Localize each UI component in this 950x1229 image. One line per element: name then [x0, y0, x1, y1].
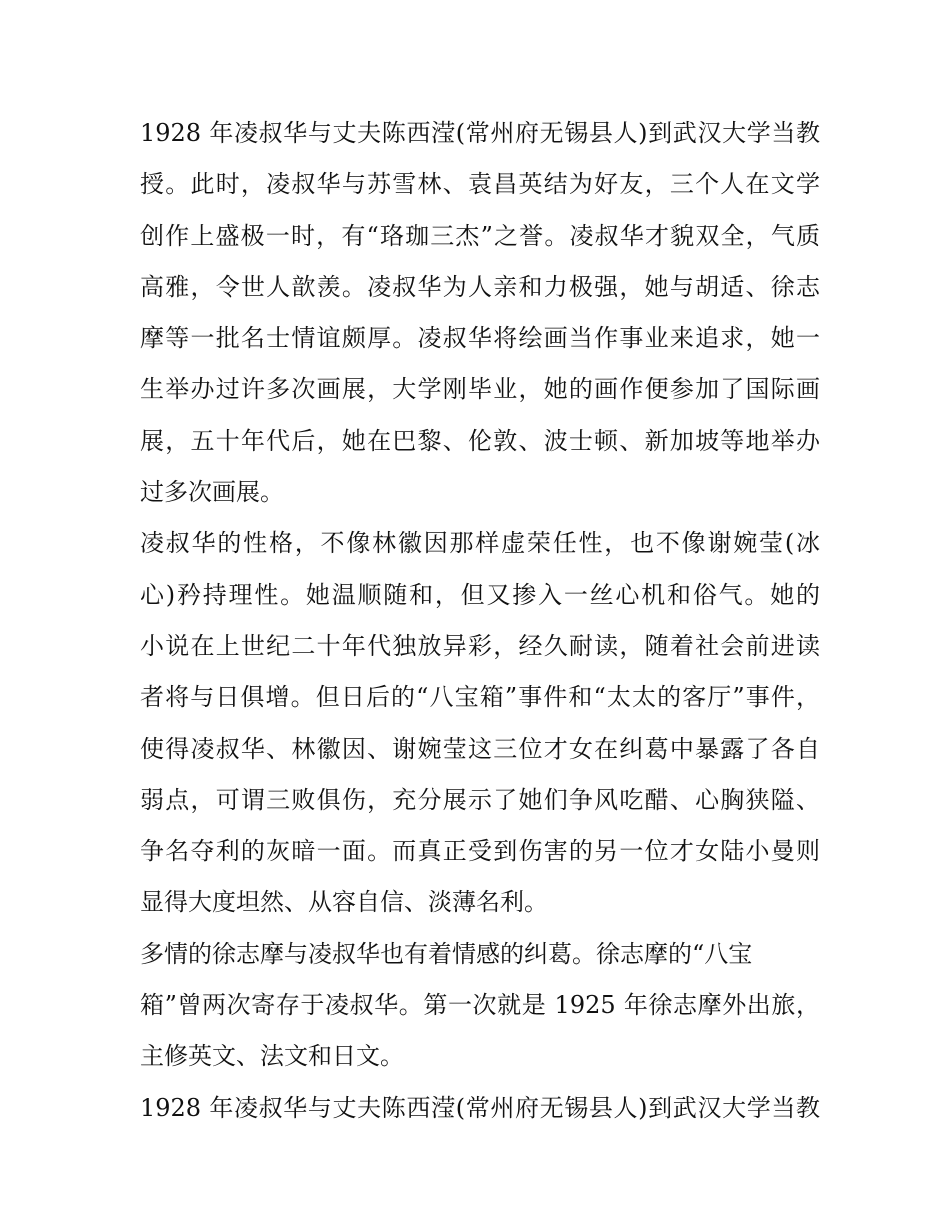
text-line-5: 摩等一批名士情谊颇厚。凌叔华将绘画当作事业来追求，她一	[140, 324, 820, 353]
text-line-2: 授。此时，凌叔华与苏雪林、袁昌英结为好友，三个人在文学	[140, 170, 820, 199]
text-line-6: 生举办过许多次画展，大学刚毕业，她的画作便参加了国际画	[140, 375, 820, 404]
text-line-8: 过多次画展。	[140, 478, 284, 507]
text-line-7: 展，五十年代后，她在巴黎、伦敦、波士顿、新加坡等地举办	[140, 426, 820, 455]
text-line-16: 显得大度坦然、从容自信、淡薄名利。	[140, 888, 548, 917]
text-line-9: 凌叔华的性格，不像林徽因那样虚荣任性，也不像谢婉莹(冰	[140, 529, 820, 558]
text-line-17: 多情的徐志摩与凌叔华也有着情感的纠葛。徐志摩的“八宝	[140, 939, 753, 968]
text-line-14: 弱点，可谓三败俱伤，充分展示了她们争风吃醋、心胸狭隘、	[140, 785, 820, 814]
body-text	[140, 108, 820, 1134]
text-line-11: 小说在上世纪二十年代独放异彩，经久耐读，随着社会前进读	[140, 631, 820, 660]
text-line-4: 高雅，令世人歆羡。凌叔华为人亲和力极强，她与胡适、徐志	[140, 272, 820, 301]
text-line-20: 1928 年凌叔华与丈夫陈西滢(常州府无锡县人)到武汉大学当教	[140, 1093, 820, 1122]
text-line-13: 使得凌叔华、林徽因、谢婉莹这三位才女在纠葛中暴露了各自	[140, 734, 820, 763]
text-line-12: 者将与日俱增。但日后的“八宝箱”事件和“太太的客厅”事件，	[140, 683, 820, 712]
text-line-15: 争名夺利的灰暗一面。而真正受到伤害的另一位才女陆小曼则	[140, 837, 820, 866]
text-line-18: 箱”曾两次寄存于凌叔华。第一次就是 1925 年徐志摩外出旅，	[140, 991, 820, 1020]
text-line-19: 主修英文、法文和日文。	[140, 1042, 404, 1071]
text-line-1: 1928 年凌叔华与丈夫陈西滢(常州府无锡县人)到武汉大学当教	[140, 119, 820, 147]
text-line-10: 心)矜持理性。她温顺随和，但又掺入一丝心机和俗气。她的	[140, 580, 820, 609]
text-line-3: 创作上盛极一时，有“珞珈三杰”之誉。凌叔华才貌双全，气质	[140, 221, 820, 250]
